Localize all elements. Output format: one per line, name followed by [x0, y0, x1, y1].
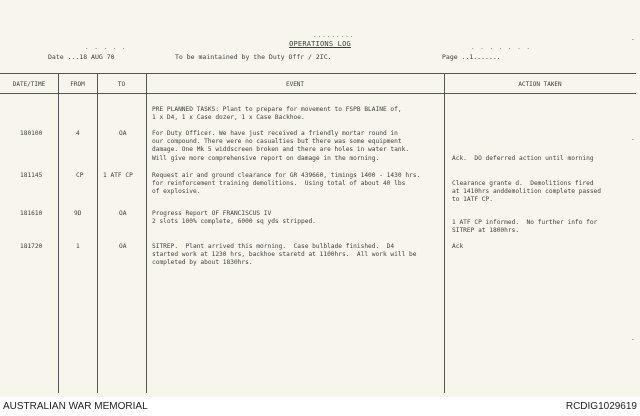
- row-2-event: Request air and ground clearance for GR 439660, timings 1400 - 1430 hrs. for reinforcement training demolitions. Using total of about 40 lbs of explosive.: [152, 172, 421, 196]
- row-3-from: 9D: [74, 210, 82, 217]
- row-1-event: For Duty Officer. We have just received a friendly mortar round in our compound. There were no casualties but there was some equipment damage. One Mk 5 widdscreen broken and there are holes in water tank. Will give more comprehensive report on damage in the morning.: [152, 130, 410, 162]
- column-header-event: EVENT: [285, 81, 305, 88]
- row-4-from: 1: [76, 243, 80, 250]
- row-4-event: SITREP. Plant arrived this morning. Case bulblade finished. D4 started work at 1230 hrs, backhoe staretd at 1100hrs. All work will be completed by about 1830hrs.: [152, 243, 417, 267]
- row-4-action: Ack: [452, 243, 464, 250]
- document-title: OPERATIONS LOG: [289, 40, 351, 48]
- edge-tick: -: [631, 336, 635, 343]
- column-header-action: ACTION TAKEN: [518, 81, 562, 88]
- margin-dots: . . . . .: [85, 44, 127, 51]
- row-4-to: OA: [119, 243, 127, 250]
- archive-footer: [0, 397, 640, 416]
- row-2-action: Clearance grante d. Demolitions fired at 1410hrs anddemolition complete passed to 1ATF CP.: [452, 180, 602, 204]
- column-header-from: FROM: [70, 81, 85, 88]
- column-header-datetime: DATE/TIME: [12, 81, 46, 88]
- row-1-from: 4: [76, 130, 80, 137]
- page-label: Page ..1.......: [442, 53, 501, 61]
- column-divider: [58, 73, 59, 393]
- table-top-border: [0, 73, 636, 74]
- margin-dots: .........: [313, 32, 355, 39]
- edge-tick: -: [631, 36, 635, 43]
- row-2-to: 1 ATF CP: [103, 172, 133, 179]
- row-2-datetime: 181145: [20, 172, 43, 179]
- date-label: Date ...18 AUG 70: [48, 53, 115, 61]
- row-1-datetime: 180100: [20, 130, 43, 137]
- row-3-action: 1 ATF CP informed. No further info for SITREP at 1800hrs.: [452, 219, 598, 235]
- table-header-border: [0, 93, 636, 94]
- edge-tick: -: [631, 136, 635, 143]
- row-3-datetime: 181610: [20, 210, 43, 217]
- archive-reference: RCDIG1029619: [565, 401, 637, 412]
- pre-planned-tasks-event: PRE PLANNED TASKS: Plant to prepare for movement to FSPB BLAINE of, 1 x D4, 1 x Case dozer, 1 x Case Backhoe.: [152, 106, 402, 122]
- column-divider: [146, 73, 147, 393]
- column-header-to: TO: [117, 81, 126, 88]
- row-3-event: Progress Report OF FRANCISCUS IV 2 slots 100% complete, 6000 sq yds stripped.: [152, 210, 316, 226]
- maintained-by-label: To be maintained by the Duty Offr / 2IC.: [175, 53, 332, 61]
- margin-dots: . . . . . . .: [471, 44, 531, 51]
- row-4-datetime: 181720: [20, 243, 43, 250]
- row-2-from: CP: [76, 172, 84, 179]
- archive-name: AUSTRALIAN WAR MEMORIAL: [3, 401, 148, 412]
- row-1-to: OA: [119, 130, 127, 137]
- column-divider: [97, 73, 98, 393]
- row-1-action: Ack. DO deferred action until morning: [452, 155, 594, 162]
- column-divider: [444, 73, 445, 393]
- row-3-to: OA: [119, 210, 127, 217]
